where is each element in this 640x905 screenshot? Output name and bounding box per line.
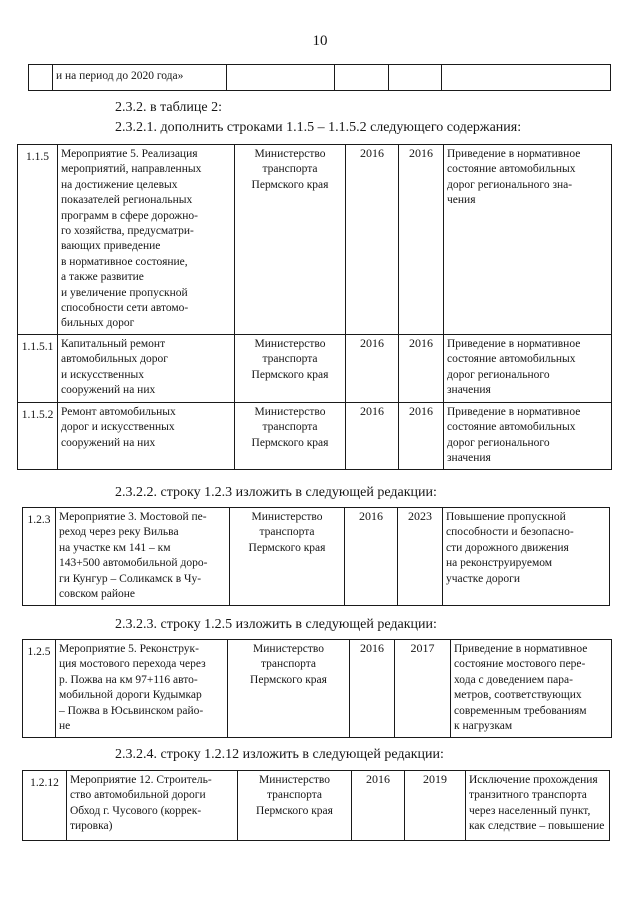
table-rows-1-1-5 xyxy=(17,144,612,470)
top-table-fragment xyxy=(28,64,611,91)
table-row-1-2-3 xyxy=(22,507,610,606)
cell-result: Приведение в нормативное состояние автомобильных дорог регионального зна- чения xyxy=(444,145,612,335)
table-row-1-2-12 xyxy=(22,770,610,841)
table-row xyxy=(18,402,612,469)
cell-num: 1.1.5.1 xyxy=(18,334,58,402)
cell-end: 2019 xyxy=(405,771,466,841)
cell-start: 2016 xyxy=(346,402,399,469)
cell-executor: Министерство транспорта Пермского края xyxy=(230,508,345,606)
cell-num xyxy=(29,65,53,91)
paragraph-2-3-2: 2.3.2. в таблице 2: xyxy=(115,100,222,115)
cell-executor: Министерство транспорта Пермского края xyxy=(238,771,352,841)
table-row xyxy=(29,65,611,91)
cell-name: Мероприятие 5. Реализация мероприятий, направленных на достижение целевых показателей региональных программ в сфере дорожно- го хозяйства, предусматри- вающих приведение в нормативное состояние, а также развитие и увеличение пропускной способности сети автомо- бильных дорог xyxy=(58,145,235,335)
cell-name: Мероприятие 5. Реконструк- ция мостового перехода через р. Пожва на км 97+116 авто- мобильной дороги Кудымкар – Пожва в Юсьвинском райо- не xyxy=(56,640,228,738)
cell-start: 2016 xyxy=(350,640,395,738)
cell-executor: Министерство транспорта Пермского края xyxy=(235,402,346,469)
table-row xyxy=(23,508,610,606)
table-row-1-2-5 xyxy=(22,639,612,738)
cell-name: Мероприятие 12. Строитель- ство автомобильной дороги Обход г. Чусового (коррек- тировка) xyxy=(67,771,238,841)
cell-start: 2016 xyxy=(345,508,398,606)
cell-end: 2016 xyxy=(399,334,444,402)
cell-name: Ремонт автомобильных дорог и искусственных сооружений на них xyxy=(58,402,235,469)
cell-executor xyxy=(227,65,335,91)
cell-end: 2017 xyxy=(395,640,451,738)
cell-result xyxy=(442,65,611,91)
cell-num: 1.1.5 xyxy=(18,145,58,335)
cell-executor: Министерство транспорта Пермского края xyxy=(235,145,346,335)
cell-result: Приведение в нормативное состояние автомобильных дорог регионального значения xyxy=(444,402,612,469)
cell-start: 2016 xyxy=(352,771,405,841)
cell-result: Приведение в нормативное состояние автомобильных дорог регионального значения xyxy=(444,334,612,402)
cell-result: Приведение в нормативное состояние мостового пере- хода с доведением пара- метров, соответствующих современным требованиям к нагрузкам xyxy=(451,640,612,738)
cell-name: Мероприятие 3. Мостовой пе- реход через реку Вильва на участке км 141 – км 143+500 автомобильной доро- ги Кунгур – Соликамск в Чу- совском районе xyxy=(56,508,230,606)
paragraph-2-3-2-1: 2.3.2.1. дополнить строками 1.1.5 – 1.1.5.2 следующего содержания: xyxy=(115,120,522,135)
paragraph-2-3-2-4: 2.3.2.4. строку 1.2.12 изложить в следующей редакции: xyxy=(115,747,444,762)
cell-num: 1.2.5 xyxy=(23,640,56,738)
table-row xyxy=(18,145,612,335)
cell-result: Исключение прохождения транзитного транспорта через населенный пункт, как следствие – повышение xyxy=(466,771,610,841)
cell-executor: Министерство транспорта Пермского края xyxy=(228,640,350,738)
paragraph-2-3-2-2: 2.3.2.2. строку 1.2.3 изложить в следующей редакции: xyxy=(115,485,437,500)
cell-num: 1.2.3 xyxy=(23,508,56,606)
cell-num: 1.1.5.2 xyxy=(18,402,58,469)
cell-end: 2023 xyxy=(398,508,443,606)
cell-name: и на период до 2020 года» xyxy=(53,65,227,91)
cell-start: 2016 xyxy=(346,334,399,402)
cell-end: 2016 xyxy=(399,145,444,335)
cell-result: Повышение пропускной способности и безопасно- сти дорожного движения на реконструируемом участке дороги xyxy=(443,508,610,606)
cell-start: 2016 xyxy=(346,145,399,335)
cell-start xyxy=(335,65,389,91)
cell-executor: Министерство транспорта Пермского края xyxy=(235,334,346,402)
table-row xyxy=(18,334,612,402)
table-row xyxy=(23,771,610,841)
page-number: 10 xyxy=(312,33,328,49)
cell-name: Капитальный ремонт автомобильных дорог и искусственных сооружений на них xyxy=(58,334,235,402)
table-row xyxy=(23,640,612,738)
cell-end: 2016 xyxy=(399,402,444,469)
cell-num: 1.2.12 xyxy=(23,771,67,841)
paragraph-2-3-2-3: 2.3.2.3. строку 1.2.5 изложить в следующей редакции: xyxy=(115,617,437,632)
cell-end xyxy=(389,65,442,91)
